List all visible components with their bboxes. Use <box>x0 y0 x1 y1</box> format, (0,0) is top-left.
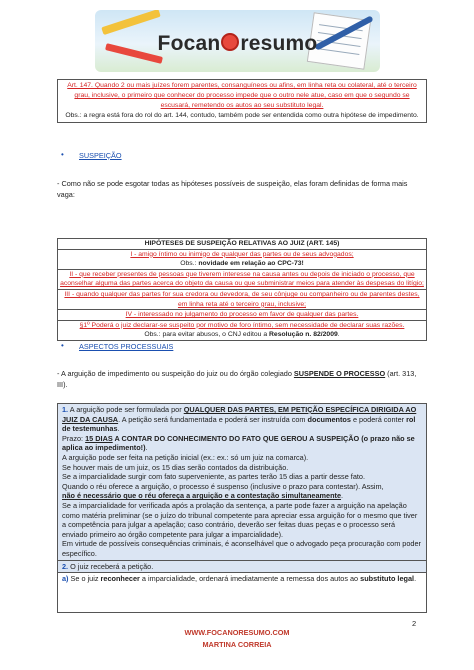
article-147-box <box>57 79 427 123</box>
bullet-icon: • <box>61 150 64 159</box>
procedure-step-1: 1. A arguição pode ser formulada por QUALQUER DAS PARTES, EM PETIÇÃO ESPECÍFICA DIRIGIDA AO JUIZ DA CAUSA. A petição será fundamentada e poderá ser instruída com documentos e poderá conter rol de testemunhas. Prazo: 15 DIAS A CONTAR DO CONHECIMENTO DO FATO QUE GEROU A SUSPEIÇÃO (o prazo não se aplica ao impedimento!). A arguição pode ser feita na petição inicial (ex.: ex.: só um juiz na comarca). Se houver mais de um juiz, os 15 dias serão contados da distribuição. Se a imparcialidade surgir com fato superveniente, as partes terão 15 dias a partir desse fato. Quando o réu oferece a arguição, o processo é suspenso (inclusive o prazo para contestar). Assim, não é necessário que o réu ofereça a arguição e a contestação simultaneamente. Se a imparcialidade for verificada após a prolação da sentença, a parte pode fazer a arguição na apelação como matéria preliminar (se o juízo do tribunal competente para apreciar essa arguição for o mesmo que tiver a competência para julgar a apelação; caso contrário, deverão ser feitas duas peças e o processo será enviado primeiro ao órgão competente para julgar a imparcialidade). Em virtude de possíveis consequências criminais, é aconselhável que o advogado peça procuração com poder específico. <box>58 404 426 561</box>
bullet-icon: • <box>61 341 64 350</box>
procedure-box <box>57 403 427 613</box>
header-banner <box>95 10 380 72</box>
page-number: 2 <box>412 619 417 628</box>
aspectos-intro: - A arguição de impedimento ou suspeição do juiz ou do órgão colegiado SUSPENDE O PROCESSO (art. 313, III). <box>57 369 417 389</box>
procedure-step-2: 2. O juiz receberá a petição. <box>58 561 426 574</box>
footer-author: MARTINA CORREIA <box>202 640 272 649</box>
table-row: §1º Poderá o juiz declarar-se suspeito por motivo de foro íntimo, sem necessidade de declarar suas razões. Obs.: para evitar abusos, o CNJ editou a Resolução n. 82/2009. <box>79 321 405 339</box>
logo-o-icon <box>221 33 239 51</box>
table-header: HIPÓTESES DE SUSPEIÇÃO RELATIVAS AO JUIZ (ART. 145) <box>58 239 426 250</box>
table-row: III - quando qualquer das partes for sua credora ou devedora, de seu cônjuge ou companheiro ou de parentes destes, em linha reta até o terceiro grau, inclusive; <box>58 290 426 310</box>
suspeicao-hypotheses-table <box>57 238 427 341</box>
section-title-suspeicao: SUSPEIÇÃO <box>79 151 122 160</box>
table-row: IV - interessado no julgamento do processo em favor de qualquer das partes. <box>58 310 426 321</box>
article-147-text: Art. 147. Quando 2 ou mais juízes forem parentes, consanguíneos ou afins, em linha reta ou colateral, até o terceiro grau, inclusive, o primeiro que conhecer do processo impede que o outro nele atue, caso em que o segundo se escusará, remetendo os autos ao seu substituto legal. <box>67 82 417 109</box>
table-row: II - que receber presentes de pessoas que tiverem interesse na causa antes ou depois de iniciado o processo, que aconselhar alguma das partes acerca do objeto da causa ou que subministrar meios para atender às despesas do litígio; <box>58 270 426 290</box>
table-row: I - amigo íntimo ou inimigo de qualquer das partes ou de seus advogados; Obs.: novidade em relação ao CPC-73! <box>58 250 426 270</box>
suspeicao-intro: - Como não se pode esgotar todas as hipóteses possíveis de suspeição, elas foram definidas de forma mais vaga: <box>57 179 408 199</box>
site-logo: Focan resumo <box>157 32 318 55</box>
procedure-step-2a: a) Se o juiz reconhecer a imparcialidade, ordenará imediatamente a remessa dos autos ao substituto legal. <box>62 574 417 584</box>
section-title-aspectos: ASPECTOS PROCESSUAIS <box>79 342 174 351</box>
article-147-obs: Obs.: a regra está fora do rol do art. 144, contudo, também pode ser entendida como outra hipótese de impedimento. <box>65 112 419 119</box>
footer-site-link[interactable]: WWW.FOCANORESUMO.COM <box>184 628 290 637</box>
